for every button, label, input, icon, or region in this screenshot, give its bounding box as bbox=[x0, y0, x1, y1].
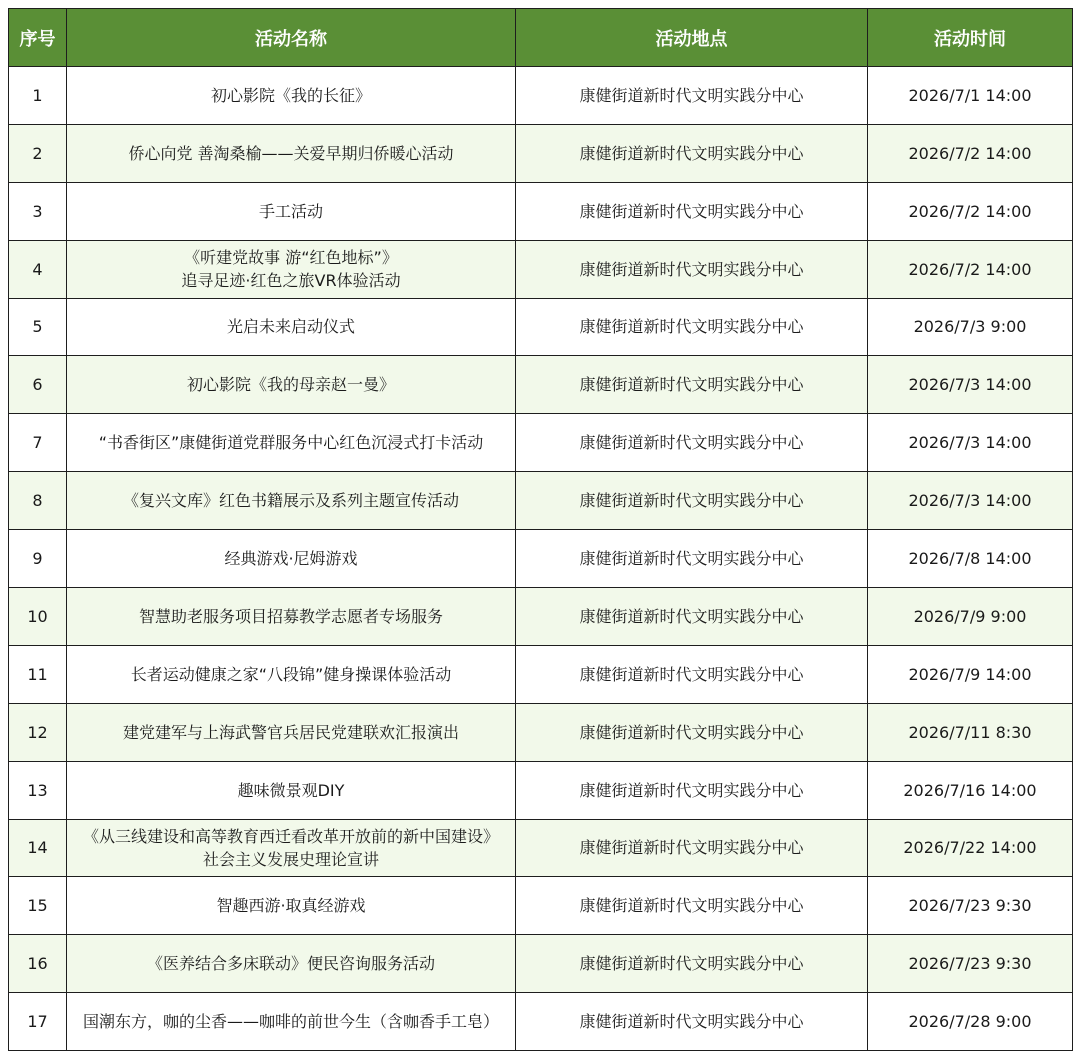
table-row bbox=[9, 124, 1073, 182]
activity-time-cell: 2026/7/2 14:00 bbox=[868, 124, 1073, 182]
activity-schedule-table bbox=[8, 8, 1073, 1051]
activity-time-cell: 2026/7/22 14:00 bbox=[868, 819, 1073, 877]
activity-time-cell: 2026/7/9 14:00 bbox=[868, 645, 1073, 703]
activity-name-cell bbox=[67, 530, 516, 588]
activity-name-line: 趣味微景观DIY bbox=[237, 780, 345, 800]
activity-time-cell: 2026/7/28 9:00 bbox=[868, 993, 1073, 1051]
activity-name-cell bbox=[67, 877, 516, 935]
activity-name-cell bbox=[67, 472, 516, 530]
table-row bbox=[9, 530, 1073, 588]
serial-number-cell: 16 bbox=[9, 935, 67, 993]
header-activity-location: 活动地点 bbox=[516, 9, 868, 67]
serial-number-cell: 10 bbox=[9, 588, 67, 646]
serial-number-cell: 13 bbox=[9, 761, 67, 819]
activity-name-line: 《医养结合多床联动》便民咨询服务活动 bbox=[146, 954, 435, 974]
activity-location-cell: 康健街道新时代文明实践分中心 bbox=[516, 124, 868, 182]
activity-name-line: 光启未来启动仪式 bbox=[226, 317, 355, 337]
activity-name-line: 追寻足迹·红色之旅VR体验活动 bbox=[181, 271, 401, 291]
activity-location-cell: 康健街道新时代文明实践分中心 bbox=[516, 703, 868, 761]
activity-time-cell: 2026/7/1 14:00 bbox=[868, 67, 1073, 125]
activity-time-cell: 2026/7/16 14:00 bbox=[868, 761, 1073, 819]
serial-number-cell: 14 bbox=[9, 819, 67, 877]
serial-number-cell: 1 bbox=[9, 67, 67, 125]
activity-name-cell bbox=[67, 124, 516, 182]
table-row bbox=[9, 67, 1073, 125]
activity-name-line: 《听建党故事 游“红色地标”》 bbox=[184, 247, 398, 267]
serial-number-cell: 9 bbox=[9, 530, 67, 588]
activity-time-cell: 2026/7/23 9:30 bbox=[868, 935, 1073, 993]
activity-time-cell: 2026/7/23 9:30 bbox=[868, 877, 1073, 935]
activity-name-line: 经典游戏·尼姆游戏 bbox=[224, 548, 358, 568]
activity-location-cell: 康健街道新时代文明实践分中心 bbox=[516, 472, 868, 530]
activity-time-cell: 2026/7/8 14:00 bbox=[868, 530, 1073, 588]
serial-number-cell: 17 bbox=[9, 993, 67, 1051]
activity-name-cell bbox=[67, 356, 516, 414]
activity-time-cell: 2026/7/3 9:00 bbox=[868, 298, 1073, 356]
activity-name-cell bbox=[67, 703, 516, 761]
table-row bbox=[9, 240, 1073, 298]
activity-name-line: 长者运动健康之家“八段锦”健身操课体验活动 bbox=[130, 664, 452, 684]
activity-name-line: 国潮东方，咖的尘香——咖啡的前世今生（含咖香手工皂） bbox=[82, 1012, 499, 1032]
table-row bbox=[9, 935, 1073, 993]
activity-location-cell: 康健街道新时代文明实践分中心 bbox=[516, 414, 868, 472]
activity-location-cell: 康健街道新时代文明实践分中心 bbox=[516, 761, 868, 819]
activity-name-line: 建党建军与上海武警官兵居民党建联欢汇报演出 bbox=[122, 722, 459, 742]
table-body bbox=[9, 67, 1073, 1051]
header-serial-number: 序号 bbox=[9, 9, 67, 67]
serial-number-cell: 15 bbox=[9, 877, 67, 935]
table-row bbox=[9, 993, 1073, 1051]
table-row bbox=[9, 819, 1073, 877]
activity-time-cell: 2026/7/2 14:00 bbox=[868, 240, 1073, 298]
activity-location-cell: 康健街道新时代文明实践分中心 bbox=[516, 935, 868, 993]
serial-number-cell: 12 bbox=[9, 703, 67, 761]
table-row bbox=[9, 472, 1073, 530]
table-header bbox=[9, 9, 1073, 67]
header-row bbox=[9, 9, 1073, 67]
activity-name-cell bbox=[67, 298, 516, 356]
serial-number-cell: 2 bbox=[9, 124, 67, 182]
activity-time-cell: 2026/7/11 8:30 bbox=[868, 703, 1073, 761]
activity-location-cell: 康健街道新时代文明实践分中心 bbox=[516, 877, 868, 935]
activity-name-cell bbox=[67, 67, 516, 125]
activity-location-cell: 康健街道新时代文明实践分中心 bbox=[516, 67, 868, 125]
activity-name-cell bbox=[67, 240, 516, 298]
activity-name-cell bbox=[67, 993, 516, 1051]
table-row bbox=[9, 298, 1073, 356]
activity-name-cell bbox=[67, 414, 516, 472]
activity-location-cell: 康健街道新时代文明实践分中心 bbox=[516, 298, 868, 356]
activity-time-cell: 2026/7/3 14:00 bbox=[868, 414, 1073, 472]
activity-name-line: 智慧助老服务项目招募教学志愿者专场服务 bbox=[138, 606, 443, 626]
header-activity-name: 活动名称 bbox=[67, 9, 516, 67]
activity-name-line: 手工活动 bbox=[258, 201, 323, 221]
activity-time-cell: 2026/7/3 14:00 bbox=[868, 356, 1073, 414]
table-row bbox=[9, 588, 1073, 646]
activity-name-line: 初心影院《我的长征》 bbox=[210, 85, 371, 105]
activity-location-cell: 康健街道新时代文明实践分中心 bbox=[516, 588, 868, 646]
serial-number-cell: 3 bbox=[9, 182, 67, 240]
activity-time-cell: 2026/7/2 14:00 bbox=[868, 182, 1073, 240]
activity-name-line: 侨心向党 善淘桑榆——关爱早期归侨暖心活动 bbox=[128, 143, 454, 163]
activity-name-cell bbox=[67, 761, 516, 819]
activity-name-cell bbox=[67, 645, 516, 703]
table-row bbox=[9, 182, 1073, 240]
activity-location-cell: 康健街道新时代文明实践分中心 bbox=[516, 240, 868, 298]
table-row bbox=[9, 761, 1073, 819]
table-row bbox=[9, 877, 1073, 935]
activity-name-line: 社会主义发展史理论宣讲 bbox=[202, 850, 379, 870]
activity-location-cell: 康健街道新时代文明实践分中心 bbox=[516, 356, 868, 414]
table-row bbox=[9, 356, 1073, 414]
activity-name-cell bbox=[67, 182, 516, 240]
serial-number-cell: 7 bbox=[9, 414, 67, 472]
table-row bbox=[9, 645, 1073, 703]
header-activity-time: 活动时间 bbox=[868, 9, 1073, 67]
activity-name-line: “书香街区”康健街道党群服务中心红色沉浸式打卡活动 bbox=[98, 433, 484, 453]
activity-name-cell bbox=[67, 935, 516, 993]
activity-location-cell: 康健街道新时代文明实践分中心 bbox=[516, 993, 868, 1051]
activity-location-cell: 康健街道新时代文明实践分中心 bbox=[516, 182, 868, 240]
activity-location-cell: 康健街道新时代文明实践分中心 bbox=[516, 530, 868, 588]
activity-time-cell: 2026/7/9 9:00 bbox=[868, 588, 1073, 646]
activity-name-line: 《复兴文库》红色书籍展示及系列主题宣传活动 bbox=[122, 491, 459, 511]
activity-name-line: 智趣西游·取真经游戏 bbox=[216, 896, 366, 916]
activity-time-cell: 2026/7/3 14:00 bbox=[868, 472, 1073, 530]
table-row bbox=[9, 414, 1073, 472]
activity-name-line: 初心影院《我的母亲赵一曼》 bbox=[186, 375, 395, 395]
serial-number-cell: 11 bbox=[9, 645, 67, 703]
serial-number-cell: 4 bbox=[9, 240, 67, 298]
table-row bbox=[9, 703, 1073, 761]
serial-number-cell: 5 bbox=[9, 298, 67, 356]
activity-location-cell: 康健街道新时代文明实践分中心 bbox=[516, 819, 868, 877]
serial-number-cell: 8 bbox=[9, 472, 67, 530]
activity-location-cell: 康健街道新时代文明实践分中心 bbox=[516, 645, 868, 703]
activity-name-cell bbox=[67, 819, 516, 877]
activity-name-line: 《从三线建设和高等教育西迁看改革开放前的新中国建设》 bbox=[82, 826, 499, 846]
activity-name-cell bbox=[67, 588, 516, 646]
serial-number-cell: 6 bbox=[9, 356, 67, 414]
